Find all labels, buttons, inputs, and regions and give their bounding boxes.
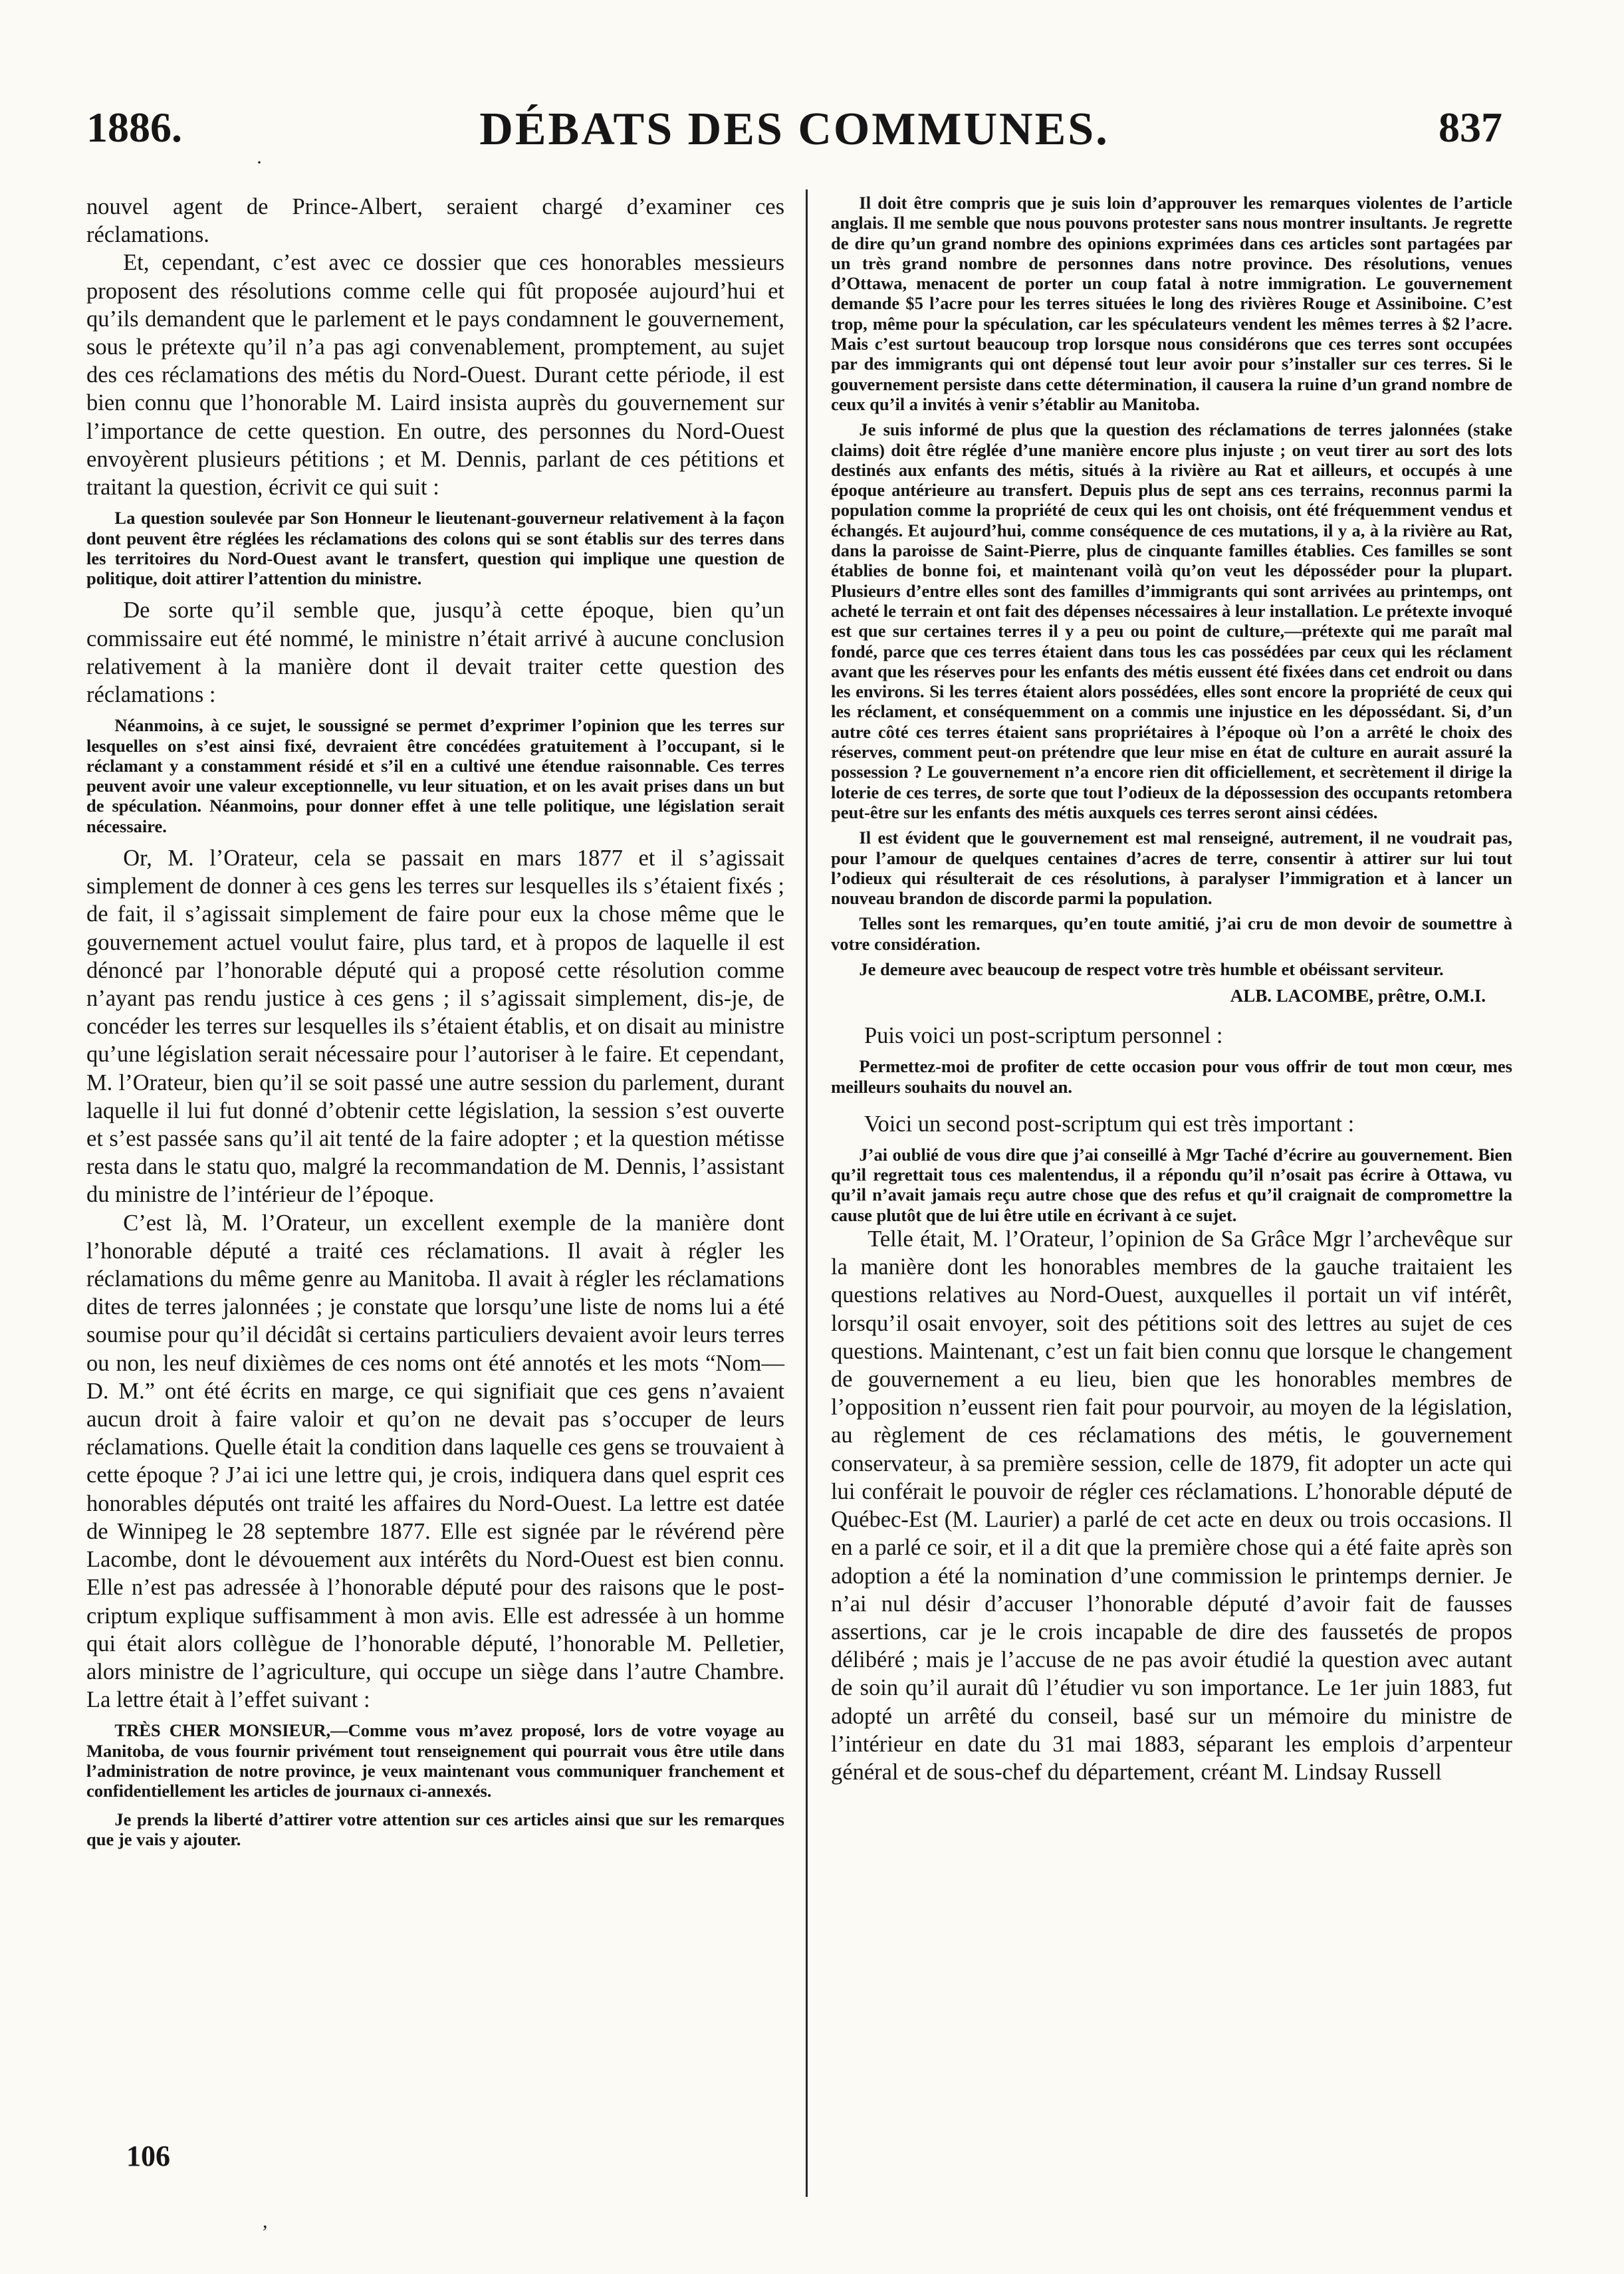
body-paragraph: Or, M. l’Orateur, cela se passait en mars 1877 et il s’agissait simplement de donner à ces gens les terres sur lesquelles ils s’étaient fixés ; de fait, il s’agissait simplement de faire pour eux la chose même que le gouvernement actuel voulut faire, plus tard, et à propos de laquelle il est dénoncé par l’honorable député qui a proposé cette résolution comme n’ayant pas rendu justice à ces gens ; il s’agissait simplement, dis-je, de concéder les terres sur lesquelles ils s’étaient établis, et on disait au ministre qu’une législation serait nécessaire pour l’autoriser à le faire. Et cependant, M. l’Orateur, bien qu’il se soit passé une autre session du parlement, durant laquelle il lui fut donné d’obtenir cette législation, la session s’est ouverte et s’est passée sans qu’il ait tenté de la faire adopter ; et la question métisse resta dans le statu quo, malgré la recommandation de M. Dennis, l’assistant du ministre de l’intérieur de l’époque. (86, 846, 784, 1208)
page-header (86, 103, 1502, 176)
letter-signature: ALB. LACOMBE, prêtre, O.M.I. (1230, 986, 1486, 1006)
quoted-paragraph: Telles sont les remarques, qu’en toute amitié, j’ai cru de mon devoir de soumettre à votre considération. (831, 913, 1512, 954)
quoted-paragraph: Il doit être compris que je suis loin d’approuver les remarques violentes de l’article anglais. Il me semble que nous pouvons protester sans nous montrer insultants. Je regrette de dire qu’un grand nombre des opinions exprimées dans ces articles sont partagées par un très grand nombre de personnes dans notre province. Des résolutions, venues d’Ottawa, menacent de porter un coup fatal à notre immigration. Le gouvernement demande $5 l’acre pour les terres situées le long des rivières Rouge et Assiniboine. C’est trop, même pour la spéculation, car les spéculateurs vendent les mêmes terres à $2 l’acre. Mais c’est surtout beaucoup trop lorsque nous considérons que ces terres sont occupées par des immigrants qui ont dépensé tout leur avoir pour s’installer sur ces terres. Si le gouvernement persiste dans cette détermination, il causera la ruine d’un grand nombre de ceux qu’il a invités à venir s’établir au Manitoba. (831, 193, 1512, 414)
body-paragraph: Telle était, M. l’Orateur, l’opinion de Sa Grâce Mgr l’archevêque sur la manière dont les honorables membres de la gauche traitaient les questions relatives au Nord-Ouest, auxquelles il portait un vif intérêt, lorsqu’il osait envoyer, soit des pétitions soit des lettres au sujet de ces questions. Maintenant, c’est un fait bien connu que lorsque le changement de gouvernement a eu lieu, bien que les honorables membres de l’opposition n’eussent rien fait pour pourvoir, au moyen de la législation, au règlement de ces réclamations des métis, le gouvernement conservateur, à sa première session, celle de 1879, fit adopter un acte qui lui conférait le pouvoir de régler ces réclamations. L’honorable député de Québec-Est (M. Laurier) a parlé de cet acte en deux ou trois occasions. Il en a parlé ce soir, et il a dit que la première chose qui a été faite après son adoption a été la nomination d’une commission le printemps dernier. Je n’ai nul désir d’accuser l’honorable député d’avoir fait de fausses assertions, car je le crois incapable de dire des faussetés de propos délibéré ; mais je l’accuse de ne pas avoir étudié la question avec autant de soin qu’il aurait dû l’étudier vu son importance. Le 1er juin 1883, fut adopté un arrêté du conseil, basé sur un mémoire du ministre de l’intérieur en date du 31 mai 1883, séparant les emplois d’arpenteur général et de sous-chef du département, créant M. Lindsay Russell (831, 1226, 1512, 1785)
signature-mark: 106 (126, 2140, 170, 2172)
postscript-heading: Puis voici un post-scriptum personnel : (864, 1023, 1223, 1049)
postscript-heading: Voici un second post-scriptum qui est très important : (864, 1111, 1355, 1137)
body-paragraph: C’est là, M. l’Orateur, un excellent exemple de la manière dont l’honorable député a traité ces réclamations. Il avait à régler les réclamations du même genre au Manitoba. Il avait à régler les réclamations dites de terres jalonnées ; je constate que lorsqu’une liste de noms lui a été soumise pour qu’il décidât si certains particuliers devaient avoir leurs terres ou non, les neuf dixièmes de ces noms ont été annotés et les mots “Nom—D. M.” ont été écrits en marge, ce qui signifiait que ces gens n’avaient aucun droit à faire valoir et qu’on ne devait pas s’occuper de leurs réclamations. Quelle était la condition dans laquelle ces gens se trouvaient à cette époque ? J’ai ici une lettre qui, je crois, indiquera dans quel esprit ces honorables députés ont traité les affaires du Nord-Ouest. La lettre est datée de Winnipeg le 28 septembre 1877. Elle est signée par le révérend père Lacombe, dont le dévouement aux intérêts du Nord-Ouest est bien connu. Elle n’est pas adressée à l’honorable député pour des raisons que le post-criptum explique suffisamment à mon avis. Elle est adressée à un homme qui était alors collègue de l’honorable député, l’honorable M. Pelletier, alors ministre de l’agriculture, qui occupe un siège dans l’autre Chambre. La lettre était à l’effet suivant : (86, 1210, 784, 1713)
quoted-paragraph: Permettez-moi de profiter de cette occasion pour vous offrir de tout mon cœur, mes meilleurs souhaits du nouvel an. (831, 1056, 1512, 1097)
body-paragraph: De sorte qu’il semble que, jusqu’à cette époque, bien qu’un commissaire eut été nommé, le ministre n’était arrivé à aucune conclusion relativement à la manière dont il devait traiter cette question des réclamations : (86, 598, 784, 708)
quoted-paragraph: Je suis informé de plus que la question des réclamations de terres jalonnées (stake claims) doit être réglée d’une manière encore plus injuste ; on veut tirer au sort des lots destinés aux enfants des métis, situés à la rivière au Rat et ailleurs, et occupés à une époque antérieure au transfert. Depuis plus de sept ans ces terrains, reconnus parmi la population comme la propriété de ceux qui les ont choisis, ont été fréquemment vendus et échangés. Et aujourd’hui, comme conséquence de ces mutations, il y a, à la rivière au Rat, dans la paroisse de Saint-Pierre, plus de cinquante familles établies. Ces familles se sont établies de bonne foi, et maintenant voilà qu’on veut les déposséder pour la plupart. Plusieurs d’entre elles sont des familles d’immigrants qui sont arrivées au printemps, ont acheté le terrain et ont fait des dépenses nécessaires à leur installation. Le prétexte invoqué est que sur certaines terres il y a peu ou point de culture,—prétexte qui me paraît mal fondé, parce que ces terres étaient dans tous les cas possédées par ceux qui les réclament avant que les réserves pour les enfants des métis eussent été fixées dans cet endroit ou dans les environs. Si les terres étaient alors possédées, elles sont encore la propriété de ceux qui les réclament, et conséquemment on a commis une injustice en les dépossédant. Si, d’un autre côté ces terres étaient sans propriétaires à l’époque où l’on a arrêté le choix des réserves, comment peut-on prétendre que leur mise en état de culture en aurait assuré la possession ? Le gouvernement n’a encore rien dit officiellement, et secrètement il dirige la loterie de ces terres, de sorte que tout l’odieux de la dépossession des occupants retombera peut-être sur les enfants des métis auxquels ces terres seront ainsi cédées. (831, 419, 1512, 822)
header-year: 1886. (86, 104, 182, 151)
column-rule (806, 189, 808, 2197)
quoted-paragraph: Néanmoins, à ce sujet, le soussigné se permet d’exprimer l’opinion que les terres sur lesquelles on s’est ainsi fixé, devraient être concédées gratuitement à l’occupant, si le réclamant y a constamment résidé et s’il en a cultivé une étendue raisonnable. Ces terres peuvent avoir une valeur exceptionnelle, vu leur situation, et on les avait prises dans un but de spéculation. Néanmoins, pour donner effet à une telle politique, une législation serait nécessaire. (86, 715, 784, 836)
quoted-paragraph: Il est évident que le gouvernement est mal renseigné, autrement, il ne voudrait pas, pour l’amour de quelques centaines d’acres de terre, consentir à attirer sur lui tout l’odieux qui résulterait de ces résolutions, à paralyser l’immigration et à lancer un nouveau brandon de discorde parmi la population. (831, 828, 1512, 909)
print-speck: , (263, 2210, 268, 2232)
body-paragraph: Et, cependant, c’est avec ce dossier que ces honorables messieurs proposent des résolutions comme celle qui fût proposée aujourd’hui et qu’ils demandent que le parlement et le pays condamnent le gouvernement, sous le prétexte qu’il n’a pas agi convenablement, promptement, au sujet des ces réclamations des métis du Nord-Ouest. Durant cette période, il est bien connu que l’honorable M. Laird insista auprès du gouvernement sur l’importance de cette question. En outre, des personnes du Nord-Ouest envoyèrent plusieurs pétitions ; et M. Dennis, parlant de ces pétitions et traitant la question, écrivit ce qui suit : (86, 250, 784, 501)
quoted-paragraph: J’ai oublié de vous dire que j’ai conseillé à Mgr Taché d’écrire au gouvernement. Bien qu’il regrettait tous ces malentendus, il a répondu qu’il n’osait pas écrire à Ottawa, vu qu’il n’avait jamais reçu autre chose que des refus et qu’il craignait de compromettre la cause plutôt que de lui être utile en écrivant à ce sujet. (831, 1144, 1512, 1225)
print-dot: · (256, 152, 263, 173)
right-column (831, 193, 1512, 1786)
quoted-paragraph: TRÈS CHER MONSIEUR,—Comme vous m’avez proposé, lors de votre voyage au Manitoba, de vous fournir privément tout renseignement qui pourrait vous être utile dans l’administration de notre province, je veux maintenant vous communiquer franchement et confidentiellement les articles de journaux ci-annexés. (86, 1720, 784, 1801)
header-title: DÉBATS DES COMMUNES. (479, 104, 1109, 155)
quoted-paragraph: Je prends la liberté d’attirer votre attention sur ces articles ainsi que sur les remarques que je vais y ajouter. (86, 1809, 784, 1849)
left-column (86, 193, 784, 1857)
quoted-paragraph: La question soulevée par Son Honneur le lieutenant-gouverneur relativement à la façon dont peuvent être réglées les réclamations des colons qui se sont établis sur des terres dans les territoires du Nord-Ouest avant le transfert, question qui implique une question de politique, doit attirer l’attention du ministre. (86, 508, 784, 589)
quoted-paragraph: Je demeure avec beaucoup de respect votre très humble et obéissant serviteur. (859, 959, 1444, 979)
header-page-number: 837 (1439, 104, 1502, 151)
body-paragraph: nouvel agent de Prince-Albert, seraient chargé d’examiner ces réclamations. (86, 194, 784, 248)
